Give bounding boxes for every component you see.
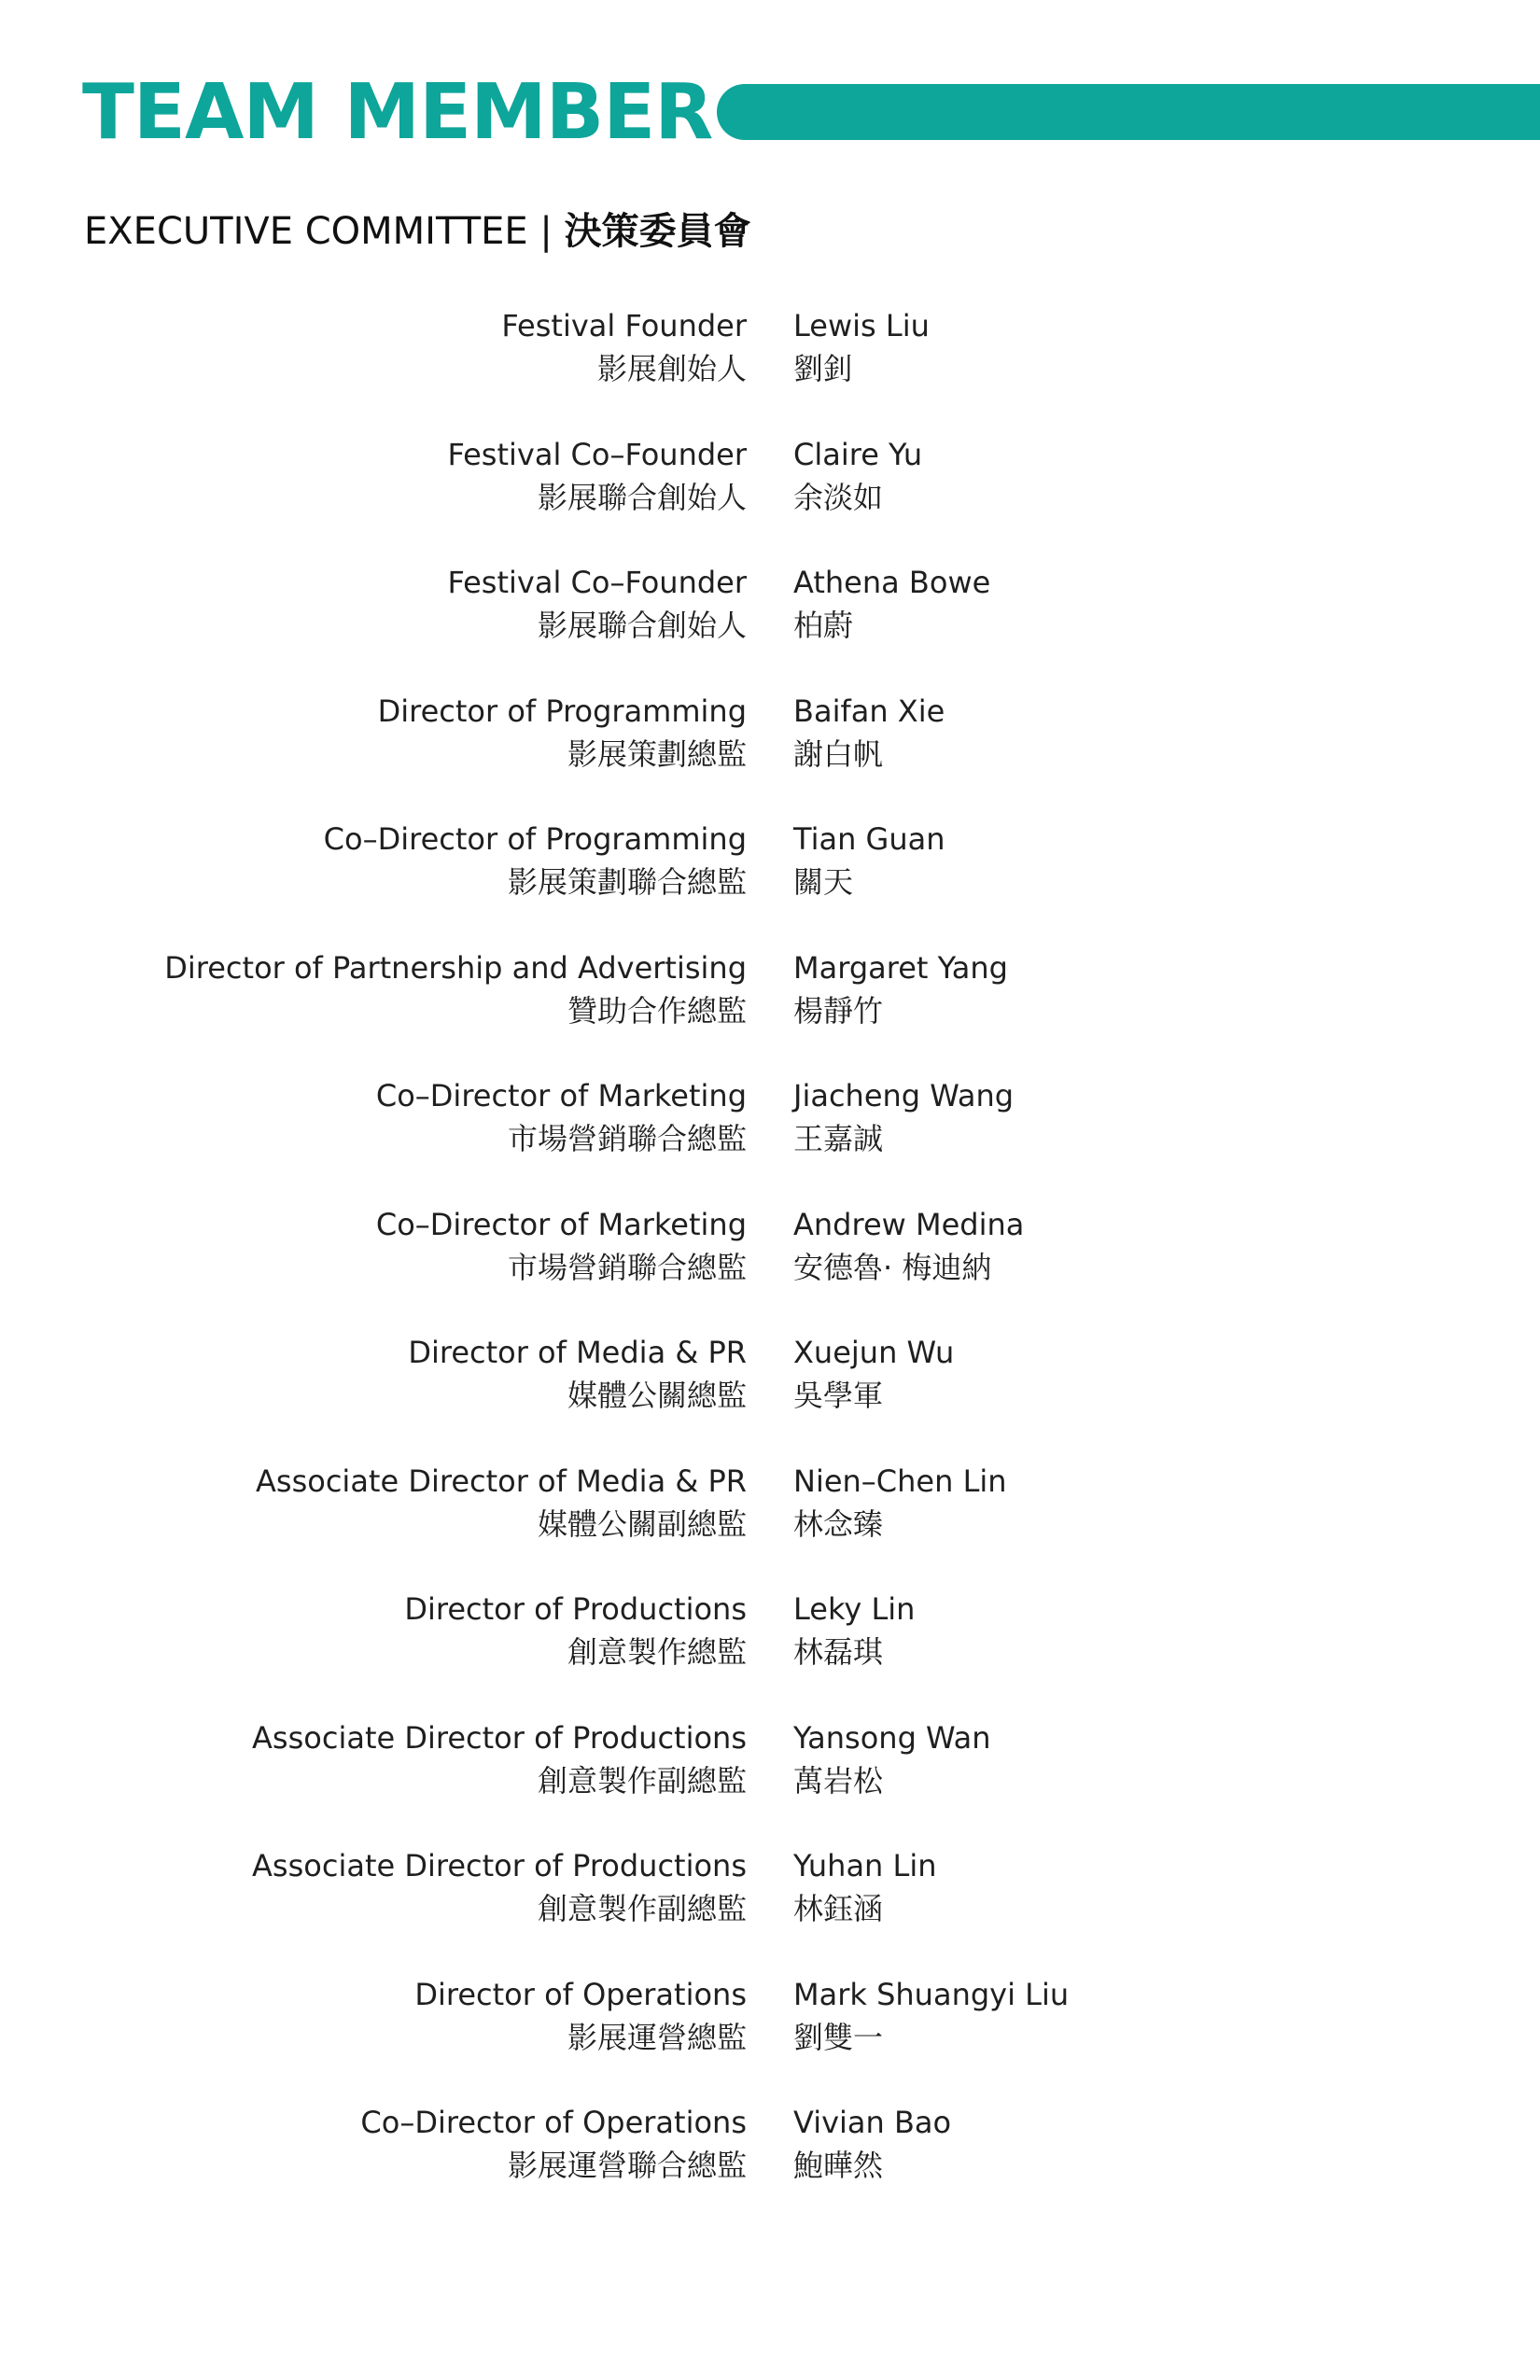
member-row [0, 433, 1540, 562]
role-zh: 影展創始人 [596, 351, 747, 386]
role-zh: 影展策劃總監 [567, 735, 747, 772]
member-name [793, 561, 990, 647]
role-zh: 影展聯合創始人 [537, 608, 747, 643]
member-role [378, 690, 747, 776]
member-name [793, 1588, 915, 1673]
member-row [0, 304, 1540, 433]
member-role [324, 818, 747, 903]
member-role [447, 561, 747, 647]
member-role [501, 304, 747, 390]
member-row [0, 1074, 1540, 1203]
role-zh: 創意製作副總監 [537, 1762, 747, 1799]
section-heading-zh: 決策委員會 [564, 210, 751, 253]
member-name [793, 690, 945, 776]
name-en: Andrew Medina [793, 1206, 1025, 1242]
role-zh: 市場營銷聯合總監 [507, 1121, 747, 1156]
member-name [793, 1460, 1007, 1546]
role-en: Co–Director of Marketing [375, 1078, 747, 1113]
section-heading [84, 203, 751, 259]
role-en: Director of Partnership and Advertising [164, 949, 747, 986]
member-row [0, 1331, 1540, 1460]
member-role [408, 1331, 747, 1417]
name-zh: 謝白帆 [793, 735, 884, 772]
section-heading-separator: | [539, 210, 553, 253]
name-en: Athena Bowe [793, 565, 991, 600]
role-en: Director of Productions [404, 1591, 747, 1627]
role-en: Festival Co–Founder [447, 565, 747, 600]
role-zh: 贊助合作總監 [567, 992, 747, 1029]
role-zh: 影展運營總監 [567, 2019, 747, 2055]
member-row [0, 1460, 1540, 1589]
member-role [376, 1074, 747, 1160]
member-role [414, 1973, 747, 2059]
name-zh: 萬岩松 [793, 1762, 884, 1799]
role-en: Associate Director of Productions [252, 1719, 747, 1756]
member-role [252, 1844, 747, 1930]
member-row [0, 2101, 1540, 2230]
role-en: Co–Director of Programming [323, 821, 747, 857]
role-en: Co–Director of Operations [360, 2105, 747, 2140]
member-role [447, 433, 747, 519]
role-zh: 市場營銷聯合總監 [507, 1249, 747, 1285]
name-zh: 林磊琪 [793, 1634, 884, 1670]
name-zh: 鮑曄然 [793, 2148, 884, 2183]
member-name [793, 2101, 951, 2187]
role-en: Director of Programming [377, 693, 747, 729]
member-row [0, 818, 1540, 946]
role-en: Director of Media & PR [408, 1335, 747, 1370]
member-role [164, 946, 747, 1032]
role-zh: 媒體公關副總監 [537, 1505, 747, 1542]
name-en: Vivian Bao [793, 2105, 952, 2140]
member-role [376, 1203, 747, 1289]
role-en: Associate Director of Productions [252, 1848, 747, 1883]
member-name [793, 304, 930, 390]
name-en: Tian Guan [793, 821, 945, 857]
member-name [793, 1074, 1014, 1160]
member-role [256, 1460, 747, 1546]
role-zh: 影展策劃聯合總監 [507, 864, 747, 900]
role-zh: 影展聯合創始人 [537, 479, 747, 515]
name-en: Lewis Liu [793, 308, 930, 343]
name-en: Baifan Xie [793, 693, 945, 729]
member-row [0, 690, 1540, 819]
member-role [252, 1716, 747, 1802]
member-name [793, 433, 922, 519]
name-zh: 楊靜竹 [793, 992, 884, 1029]
role-en: Associate Director of Media & PR [256, 1463, 747, 1499]
page-title: TEAM MEMBER [82, 68, 713, 157]
member-row [0, 946, 1540, 1075]
member-row [0, 561, 1540, 690]
name-zh: 柏蔚 [793, 608, 854, 643]
name-en: Leky Lin [793, 1591, 916, 1627]
member-name [793, 818, 945, 903]
member-role [404, 1588, 747, 1673]
name-en: Claire Yu [793, 436, 923, 472]
name-zh: 王嘉誠 [793, 1121, 884, 1156]
name-zh: 余淡如 [793, 479, 884, 515]
section-heading-en: EXECUTIVE COMMITTEE [84, 210, 528, 253]
member-row [0, 1716, 1540, 1845]
name-zh: 安德魯· 梅迪納 [793, 1249, 992, 1285]
role-en: Director of Operations [414, 1976, 747, 2012]
member-role [360, 2101, 747, 2187]
role-zh: 創意製作副總監 [537, 1891, 747, 1926]
member-name [793, 946, 1008, 1032]
member-name [793, 1716, 991, 1802]
member-row [0, 1588, 1540, 1716]
name-zh: 劉雙一 [793, 2019, 884, 2055]
member-name [793, 1973, 1069, 2059]
member-row [0, 1973, 1540, 2102]
role-zh: 創意製作總監 [567, 1634, 747, 1670]
role-en: Festival Founder [501, 308, 747, 343]
name-zh: 劉釗 [793, 351, 854, 386]
name-en: Mark Shuangyi Liu [793, 1976, 1070, 2012]
name-en: Margaret Yang [793, 949, 1008, 986]
role-en: Festival Co–Founder [447, 436, 747, 472]
member-row [0, 1844, 1540, 1973]
name-en: Nien–Chen Lin [793, 1463, 1007, 1499]
name-zh: 林鈺涵 [793, 1891, 884, 1926]
member-row [0, 1203, 1540, 1332]
name-en: Yuhan Lin [793, 1848, 937, 1883]
name-zh: 吳學軍 [793, 1378, 884, 1413]
member-name [793, 1203, 1024, 1289]
member-name [793, 1331, 954, 1417]
role-en: Co–Director of Marketing [375, 1206, 747, 1242]
member-list [0, 304, 1540, 2230]
role-zh: 影展運營聯合總監 [507, 2148, 747, 2183]
name-en: Xuejun Wu [793, 1335, 955, 1370]
name-en: Jiacheng Wang [793, 1078, 1015, 1113]
name-en: Yansong Wan [793, 1719, 991, 1756]
name-zh: 林念臻 [793, 1505, 884, 1542]
member-name [793, 1844, 937, 1930]
role-zh: 媒體公關總監 [567, 1378, 747, 1413]
name-zh: 關天 [793, 864, 854, 900]
title-accent-bar [717, 84, 1540, 140]
